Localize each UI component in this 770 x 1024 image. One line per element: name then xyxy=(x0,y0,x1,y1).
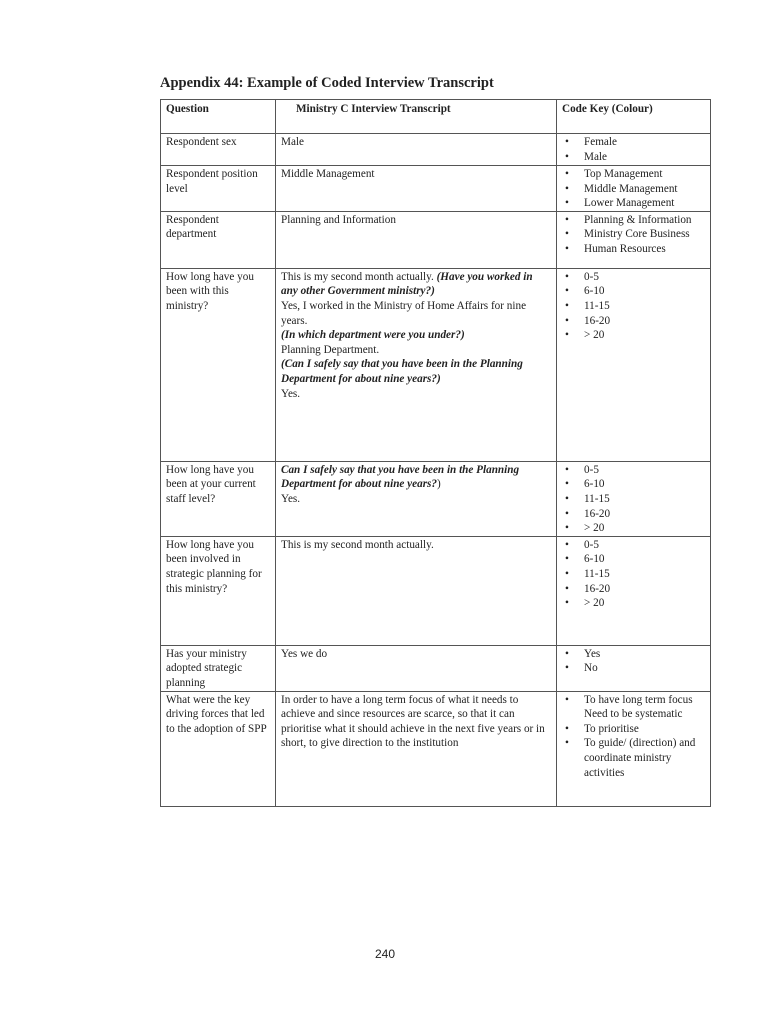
respondent-answer-text: This is my second month actually. xyxy=(281,270,437,283)
code-item: • 0-5 xyxy=(562,463,705,478)
table-row xyxy=(161,134,711,166)
code-item: • Human Resources xyxy=(562,242,705,257)
transcript-cell xyxy=(276,166,557,212)
question-cell: Respondent position level xyxy=(161,166,276,212)
code-list xyxy=(562,167,705,211)
respondent-answer-text: Middle Management xyxy=(281,168,375,180)
code-key-cell xyxy=(557,268,711,461)
question-cell: Respondent department xyxy=(161,211,276,268)
interviewer-question-text: Can I safely say that you have been in the Planning Department for about nine years? xyxy=(281,463,520,491)
respondent-answer-text: ) xyxy=(437,478,441,491)
table-row xyxy=(161,461,711,536)
code-list xyxy=(562,538,705,611)
respondent-answer-text: Yes, I worked in the Ministry of Home Affairs for nine years. xyxy=(281,299,527,327)
interviewer-question-text: (Have you worked in any other Government ministry?) xyxy=(281,270,533,298)
header-row xyxy=(161,100,711,134)
code-item: • Yes xyxy=(562,647,705,662)
code-item: • Planning & Information xyxy=(562,213,705,228)
header-code-key: Code Key (Colour) xyxy=(557,100,711,134)
table-row xyxy=(161,268,711,461)
question-cell: Has your ministry adopted strategic planning xyxy=(161,645,276,691)
question-cell: How long have you been at your current staff level? xyxy=(161,461,276,536)
code-item: • 16-20 xyxy=(562,582,705,597)
code-item: • 0-5 xyxy=(562,538,705,553)
code-item: • > 20 xyxy=(562,596,705,611)
code-list xyxy=(562,463,705,536)
question-cell: What were the key driving forces that led to the adoption of SPP xyxy=(161,691,276,806)
code-key-cell xyxy=(557,691,711,806)
code-item: • 0-5 xyxy=(562,270,705,285)
code-item: • No xyxy=(562,661,705,676)
respondent-answer-text: This is my second month actually. xyxy=(281,538,434,551)
respondent-answer-text: In order to have a long term focus of what it needs to achieve and since resources are scarce, so that it can prioritise what it should achieve in the next five years or in short, to give direction to the institution xyxy=(281,693,545,750)
page-number: 240 xyxy=(374,947,396,961)
transcript-cell xyxy=(276,461,557,536)
code-list xyxy=(562,693,705,781)
respondent-answer-text: Yes. xyxy=(281,387,301,400)
transcript-cell xyxy=(276,268,557,461)
code-item: • Male xyxy=(562,150,705,165)
transcript-table xyxy=(160,99,711,807)
code-item: • 11-15 xyxy=(562,492,705,507)
transcript-cell xyxy=(276,691,557,806)
code-item: • Top Management xyxy=(562,167,705,182)
transcript-cell xyxy=(276,645,557,691)
code-item: • 11-15 xyxy=(562,567,705,582)
table-row xyxy=(161,211,711,268)
table-row xyxy=(161,166,711,212)
header-transcript: Ministry C Interview Transcript xyxy=(276,100,557,134)
code-item: • 6-10 xyxy=(562,552,705,567)
code-list xyxy=(562,270,705,343)
code-key-cell xyxy=(557,211,711,268)
question-cell: How long have you been involved in strategic planning for this ministry? xyxy=(161,536,276,645)
code-list xyxy=(562,647,705,676)
code-item: • To have long term focus Need to be systematic xyxy=(562,693,705,722)
header-question: Question xyxy=(161,100,276,134)
code-item: • Lower Management xyxy=(562,196,705,211)
code-key-cell xyxy=(557,166,711,212)
code-item: • To prioritise xyxy=(562,722,705,737)
code-item: • To guide/ (direction) and coordinate ministry activities xyxy=(562,736,705,780)
question-cell: How long have you been with this ministry? xyxy=(161,268,276,461)
code-list xyxy=(562,213,705,257)
code-key-cell xyxy=(557,134,711,166)
code-item: • > 20 xyxy=(562,521,705,536)
respondent-answer-text: Yes we do xyxy=(281,647,328,660)
interviewer-question-text: (Can I safely say that you have been in the Planning Department for about nine years?) xyxy=(281,358,523,385)
code-item: • > 20 xyxy=(562,328,705,343)
code-item: • Ministry Core Business xyxy=(562,227,705,242)
code-item: • 6-10 xyxy=(562,477,705,492)
code-item: • 16-20 xyxy=(562,314,705,329)
code-item: • Female xyxy=(562,135,705,150)
code-item: • 11-15 xyxy=(562,299,705,314)
code-item: • 6-10 xyxy=(562,284,705,299)
question-cell: Respondent sex xyxy=(161,134,276,166)
transcript-cell xyxy=(276,211,557,268)
table-row xyxy=(161,645,711,691)
respondent-answer-text: Planning and Information xyxy=(281,213,396,226)
respondent-answer-text: Male xyxy=(281,136,304,148)
table-row xyxy=(161,536,711,645)
respondent-answer-text: Yes. xyxy=(281,492,301,505)
table-row xyxy=(161,691,711,806)
code-key-cell xyxy=(557,645,711,691)
code-item: • 16-20 xyxy=(562,507,705,522)
respondent-answer-text: Planning Department. xyxy=(281,343,380,356)
code-list xyxy=(562,135,705,164)
interviewer-question-text: (In which department were you under?) xyxy=(281,329,465,342)
code-key-cell xyxy=(557,461,711,536)
transcript-cell xyxy=(276,536,557,645)
code-item: • Middle Management xyxy=(562,182,705,197)
appendix-title: Appendix 44: Example of Coded Interview Transcript xyxy=(160,75,494,91)
code-key-cell xyxy=(557,536,711,645)
transcript-cell xyxy=(276,134,557,166)
